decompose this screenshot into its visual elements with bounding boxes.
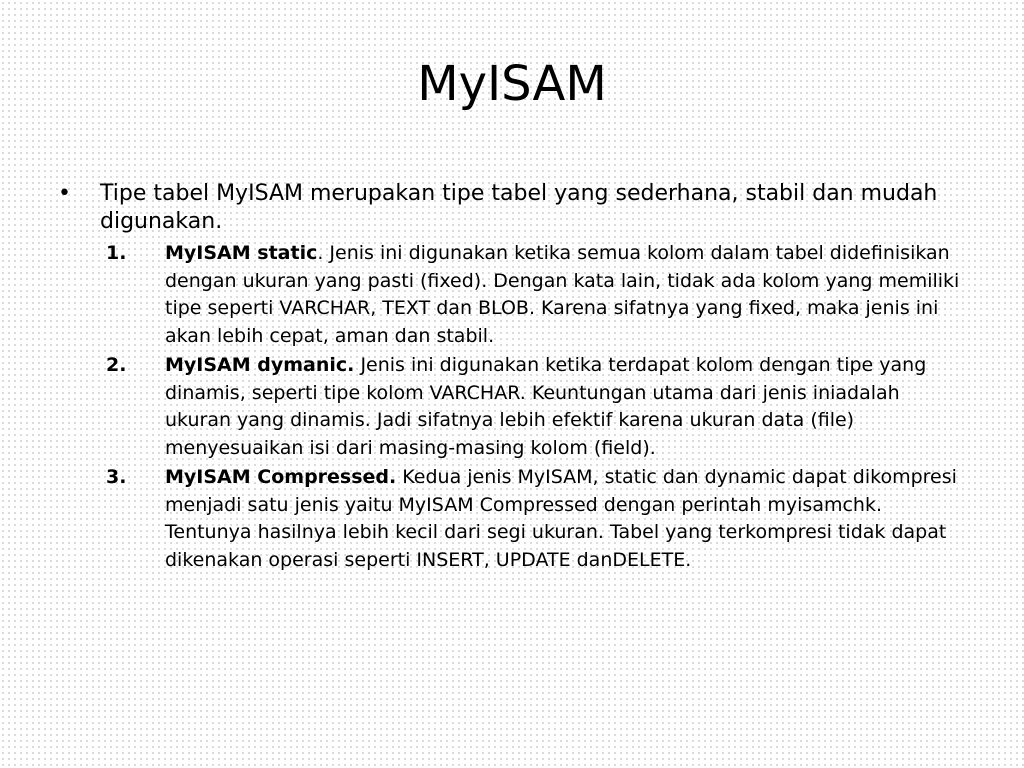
list-item-dynamic <box>106 352 970 462</box>
list-item-lead: MyISAM static <box>165 242 318 264</box>
list-item-number: 3. <box>106 466 127 488</box>
bullet-text: Tipe tabel MyISAM merupakan tipe tabel yang sederhana, stabil dan mudah digunakan. <box>100 181 938 234</box>
slide-title: MyISAM <box>417 56 607 112</box>
list-item-text: Jenis ini digunakan ketika terdapat kolom dengan tipe yang dinamis, seperti tipe kolom VARCHAR. Keuntungan utama dari jenis iniadalah ukuran yang dinamis. Jadi sifatnya lebih efektif karena ukuran data (file) menyesuaikan isi dari masing-masing kolom (field). <box>165 354 927 459</box>
slide-body <box>58 180 970 576</box>
list-item-number: 1. <box>106 242 127 264</box>
list-item-text: Kedua jenis MyISAM, static dan dynamic dapat dikompresi menjadi satu jenis yaitu MyISAM Compressed dengan perintah myisamchk. Tentunya hasilnya lebih kecil dari segi ukuran. Tabel yang terkompresi tidak dapat dikenakan operasi seperti INSERT, UPDATE danDELETE. <box>165 466 957 571</box>
list-item-compressed <box>106 464 970 574</box>
list-item-lead: MyISAM dymanic. <box>165 354 355 376</box>
list-item-lead: MyISAM Compressed. <box>165 466 397 488</box>
list-item-text: . Jenis ini digunakan ketika semua kolom dalam tabel didefinisikan dengan ukuran yang pasti (fixed). Dengan kata lain, tidak ada kolom yang memiliki tipe seperti VARCHAR, TEXT dan BLOB. Karena sifatnya yang fixed, maka jenis ini akan lebih cepat, aman dan stabil. <box>165 242 960 347</box>
list-item-number: 2. <box>106 354 127 376</box>
bullet-item <box>58 180 970 236</box>
numbered-list <box>106 240 970 574</box>
list-item-static <box>106 240 970 350</box>
bullet-marker: • <box>58 181 71 206</box>
